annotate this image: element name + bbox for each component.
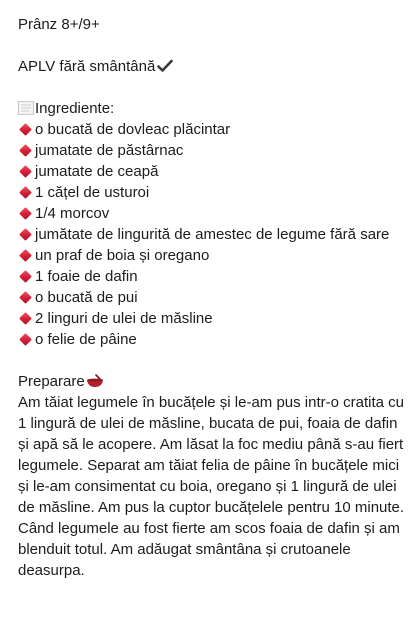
ingredient-text: jumatate de ceapă [35, 163, 159, 180]
ingredient-item [18, 287, 406, 308]
diet-subtitle [18, 56, 406, 77]
red-diamond-icon [18, 308, 35, 329]
page-facing-up-icon [18, 101, 34, 115]
ingredient-list [18, 119, 406, 350]
red-diamond-icon [18, 287, 35, 308]
ingredient-item [18, 203, 406, 224]
spacer [18, 77, 406, 98]
ingredient-text: o bucată de pui [35, 289, 138, 306]
diet-subtitle-text: APLV fără smântână [18, 58, 156, 75]
ingredient-item [18, 119, 406, 140]
ingredient-text: o bucată de dovleac plăcintar [35, 121, 231, 138]
ingredient-text: 1/4 morcov [35, 205, 110, 222]
ingredient-text: o felie de pâine [35, 331, 137, 348]
ingredient-text: 1 foaie de dafin [35, 268, 138, 285]
ingredient-item [18, 266, 406, 287]
ingredient-item [18, 224, 406, 245]
preparation-heading-text: Preparare [18, 373, 85, 390]
spacer [18, 35, 406, 56]
ingredient-item [18, 161, 406, 182]
heavy-check-mark-icon [157, 59, 173, 73]
red-diamond-icon [18, 224, 35, 245]
spacer [18, 350, 406, 371]
ingredient-item [18, 329, 406, 350]
meal-title [18, 14, 406, 35]
ingredient-text: 2 linguri de ulei de măsline [35, 310, 213, 327]
meal-title-text: Prânz 8+/9+ [18, 16, 100, 33]
ingredient-item [18, 308, 406, 329]
ingredient-text: jumatate de păstârnac [35, 142, 184, 159]
ingredients-heading [18, 98, 406, 119]
preparation-text: Am tăiat legumele în bucățele și le-am pus intr-o cratita cu 1 lingură de ulei de măsline, bucata de pui, foaia de dafin și apă să le acopere. Am lăsat la foc mediu până s-au fiert legumele. Separat am tăiat felia de pâine în bucățele mici și le-am consimentat cu boia, oregano și 1 lingură de ulei de măsline. Am pus la cuptor bucățelele pentru 10 minute. Când legumele au fost fierte am scos foaia de dafin și am blenduit totul. Am adăugat smântâna și crutoanele deasurpa. [18, 394, 405, 579]
red-diamond-icon [18, 329, 35, 350]
red-diamond-icon [18, 266, 35, 287]
ingredients-heading-text: Ingrediente: [35, 100, 115, 117]
red-diamond-icon [18, 140, 35, 161]
ingredient-text: un praf de boia și oregano [35, 247, 210, 264]
ingredient-text: jumătate de lingurită de amestec de legume fără sare [35, 226, 390, 243]
bowl-with-spoon-icon [86, 374, 104, 388]
red-diamond-icon [18, 245, 35, 266]
recipe-note [18, 14, 406, 581]
red-diamond-icon [18, 182, 35, 203]
ingredient-text: 1 cățel de usturoi [35, 184, 150, 201]
ingredient-item [18, 182, 406, 203]
red-diamond-icon [18, 161, 35, 182]
ingredient-item [18, 140, 406, 161]
red-diamond-icon [18, 203, 35, 224]
ingredient-item [18, 245, 406, 266]
preparation-heading [18, 371, 406, 392]
red-diamond-icon [18, 119, 35, 140]
